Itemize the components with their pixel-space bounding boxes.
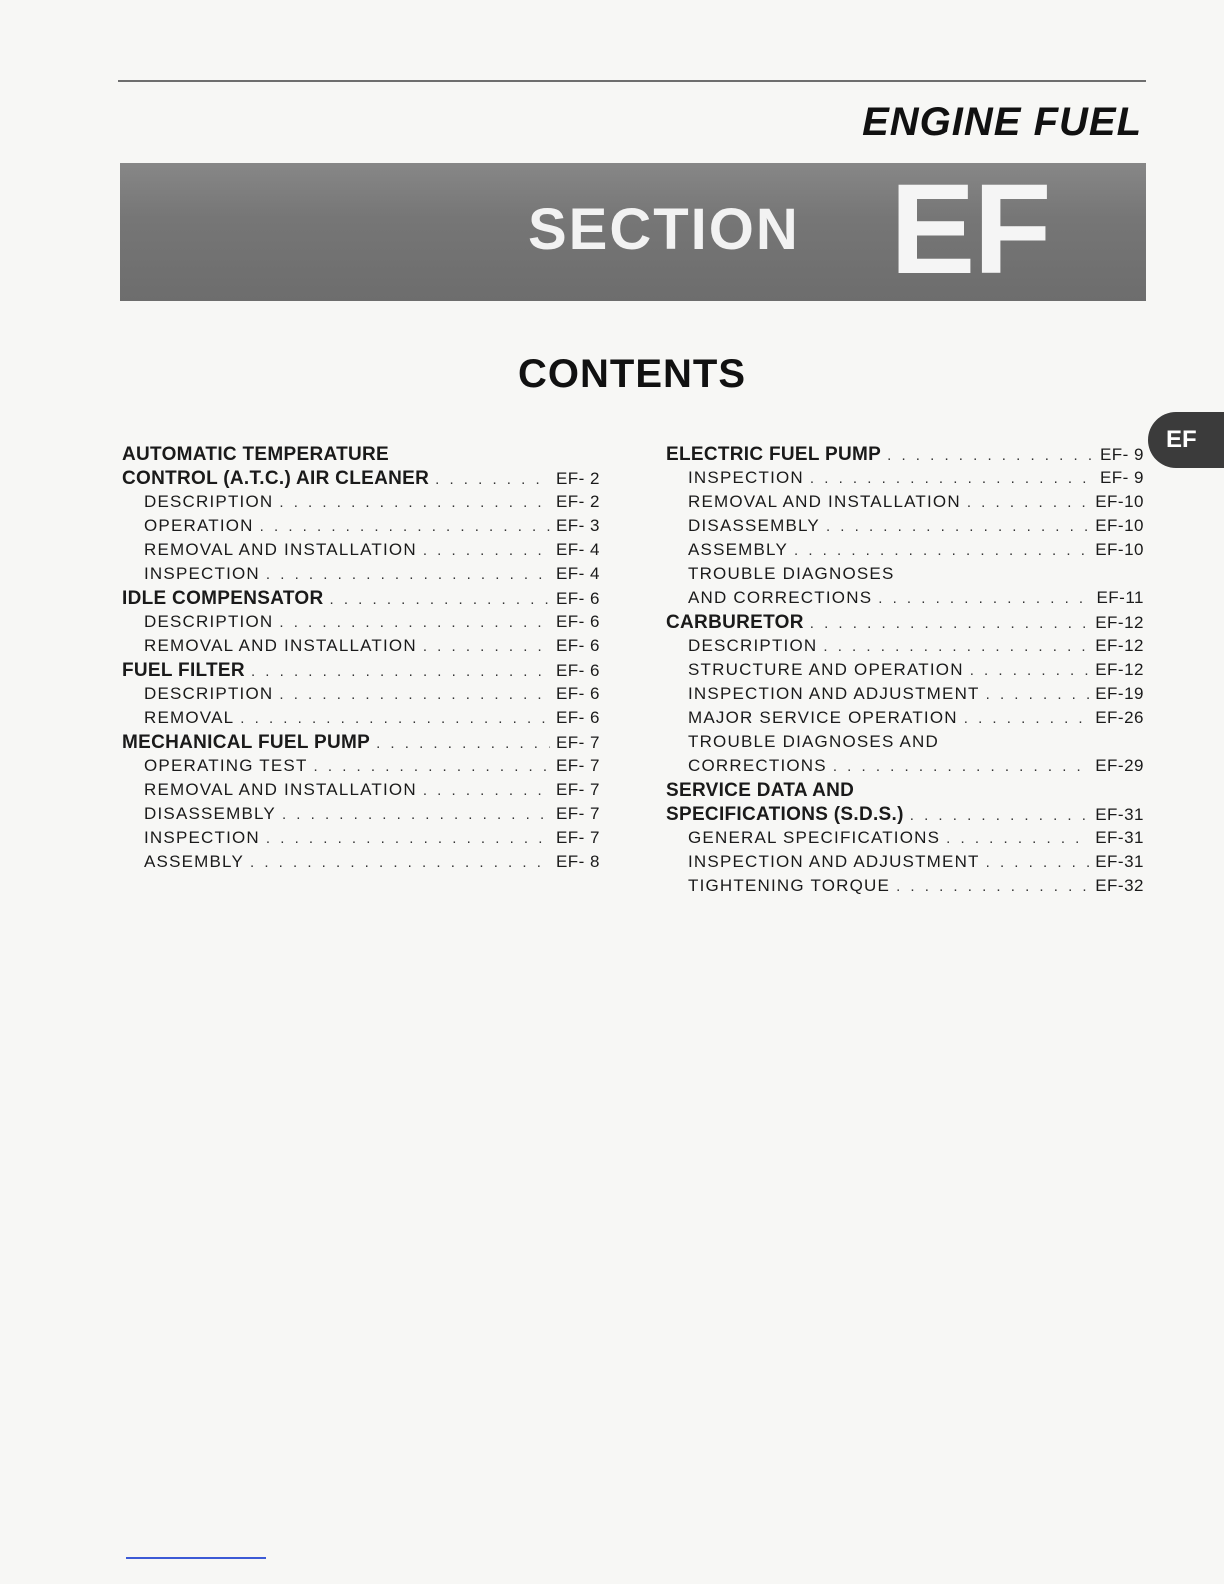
- toc-leader-dots: [251, 663, 550, 680]
- toc-entry: [122, 516, 600, 540]
- toc-leader-dots: [376, 735, 550, 752]
- toc-leader-dots: [266, 566, 550, 583]
- toc-entry-label: INSPECTION: [144, 564, 260, 583]
- toc-entry: [666, 804, 1144, 828]
- toc-entry: [122, 804, 600, 828]
- header-rule: [118, 80, 1146, 82]
- toc-entry-page: EF- 7: [555, 733, 600, 752]
- section-word: SECTION: [528, 197, 800, 262]
- toc-leader-dots: [279, 614, 550, 631]
- toc-entry: [122, 612, 600, 636]
- toc-leader-dots: [240, 710, 550, 727]
- toc-entry: [666, 660, 1144, 684]
- toc-entry-page: EF- 9: [1099, 445, 1144, 464]
- toc-entry: [666, 612, 1144, 636]
- toc-leader-dots: [330, 591, 550, 608]
- toc-entry: [666, 588, 1144, 612]
- toc-entry-page: EF-31: [1095, 805, 1144, 824]
- toc-entry: [666, 708, 1144, 732]
- toc-entry-label: CARBURETOR: [666, 612, 804, 633]
- toc-entry-label: DESCRIPTION: [144, 684, 274, 703]
- toc-entry: [122, 660, 600, 684]
- toc-entry-page: EF- 4: [555, 564, 600, 583]
- toc-entry: [666, 732, 1144, 756]
- toc-entry-label: FUEL FILTER: [122, 660, 245, 681]
- bottom-underline: [126, 1557, 266, 1559]
- toc-entry: [666, 828, 1144, 852]
- toc-entry-page: EF- 9: [1099, 468, 1144, 487]
- toc-entry-label: REMOVAL AND INSTALLATION: [144, 780, 417, 799]
- toc-entry-page: EF-10: [1095, 492, 1144, 511]
- toc-entry: [666, 564, 1144, 588]
- toc-leader-dots: [986, 854, 1090, 871]
- section-tab: [1148, 412, 1224, 468]
- toc-leader-dots: [826, 518, 1089, 535]
- toc-entry-page: EF- 7: [555, 756, 600, 775]
- toc-entry-page: EF-10: [1095, 540, 1144, 559]
- toc-leader-dots: [435, 471, 550, 488]
- toc-entry: [666, 468, 1144, 492]
- toc-entry-page: EF-11: [1096, 588, 1144, 607]
- toc-entry: [122, 588, 600, 612]
- toc-leader-dots: [423, 542, 550, 559]
- toc-entry: [122, 468, 600, 492]
- toc-entry: [666, 852, 1144, 876]
- toc-entry-label: INSPECTION: [688, 468, 804, 487]
- toc-leader-dots: [823, 638, 1089, 655]
- toc-entry: [666, 780, 1144, 804]
- toc-leader-dots: [887, 447, 1094, 464]
- contents-heading: CONTENTS: [518, 352, 746, 396]
- chapter-title: ENGINE FUEL: [862, 100, 1142, 144]
- toc-entry: [122, 756, 600, 780]
- toc-leader-dots: [279, 686, 550, 703]
- toc-entry-label: OPERATION: [144, 516, 254, 535]
- toc-entry-label: REMOVAL AND INSTALLATION: [144, 540, 417, 559]
- toc-entry-page: EF-26: [1095, 708, 1144, 727]
- toc-entry-page: EF-32: [1095, 876, 1144, 895]
- toc-entry-page: EF-12: [1095, 660, 1144, 679]
- toc-entry-label: ASSEMBLY: [144, 852, 244, 871]
- contents-column-right: [666, 444, 1144, 900]
- toc-entry-page: EF- 2: [555, 469, 600, 488]
- toc-leader-dots: [266, 830, 550, 847]
- toc-leader-dots: [810, 615, 1089, 632]
- toc-leader-dots: [964, 710, 1089, 727]
- section-code: EF: [890, 158, 1050, 301]
- toc-entry: [122, 684, 600, 708]
- toc-entry: [666, 756, 1144, 780]
- section-tab-label: EF: [1166, 426, 1197, 453]
- toc-entry-label: REMOVAL AND INSTALLATION: [144, 636, 417, 655]
- toc-entry-label: IDLE COMPENSATOR: [122, 588, 324, 609]
- toc-entry: [122, 492, 600, 516]
- toc-entry-page: EF- 7: [555, 780, 600, 799]
- toc-entry-label: CONTROL (A.T.C.) AIR CLEANER: [122, 468, 430, 489]
- toc-entry-page: EF-31: [1095, 828, 1144, 847]
- toc-entry-page: EF-19: [1095, 684, 1144, 703]
- toc-entry: [122, 828, 600, 852]
- contents-column-left: [122, 444, 600, 876]
- toc-entry: [666, 876, 1144, 900]
- toc-entry-page: EF- 7: [555, 804, 600, 823]
- toc-entry-page: EF- 2: [555, 492, 600, 511]
- toc-entry-label: SERVICE DATA AND: [666, 780, 855, 801]
- toc-leader-dots: [896, 878, 1089, 895]
- toc-entry-label: DISASSEMBLY: [144, 804, 276, 823]
- toc-entry-label: DESCRIPTION: [144, 612, 274, 631]
- toc-entry: [122, 444, 600, 468]
- toc-entry-label: OPERATING TEST: [144, 756, 308, 775]
- toc-entry-label: MECHANICAL FUEL PUMP: [122, 732, 371, 753]
- toc-entry-page: EF-12: [1095, 613, 1144, 632]
- toc-entry-page: EF- 7: [555, 828, 600, 847]
- toc-leader-dots: [878, 590, 1090, 607]
- toc-leader-dots: [833, 758, 1089, 775]
- toc-entry-label: GENERAL SPECIFICATIONS: [688, 828, 941, 847]
- toc-entry-label: ELECTRIC FUEL PUMP: [666, 444, 882, 465]
- toc-entry-label: TROUBLE DIAGNOSES: [688, 564, 895, 583]
- toc-entry-page: EF- 6: [555, 589, 600, 608]
- toc-entry-page: EF- 6: [555, 661, 600, 680]
- toc-entry: [122, 732, 600, 756]
- toc-leader-dots: [970, 662, 1090, 679]
- toc-entry-page: EF- 4: [555, 540, 600, 559]
- toc-entry-page: EF-29: [1095, 756, 1144, 775]
- toc-entry-page: EF- 6: [555, 636, 600, 655]
- toc-entry-page: EF- 6: [555, 684, 600, 703]
- toc-leader-dots: [423, 638, 550, 655]
- toc-entry-page: EF- 6: [555, 612, 600, 631]
- toc-entry-page: EF-10: [1095, 516, 1144, 535]
- toc-entry-label: SPECIFICATIONS (S.D.S.): [666, 804, 904, 825]
- toc-entry-page: EF- 8: [555, 852, 600, 871]
- toc-leader-dots: [260, 518, 550, 535]
- toc-entry-page: EF- 3: [555, 516, 600, 535]
- toc-entry: [122, 780, 600, 804]
- toc-entry-label: INSPECTION: [144, 828, 260, 847]
- toc-entry-label: REMOVAL: [144, 708, 235, 727]
- toc-leader-dots: [314, 758, 550, 775]
- toc-entry-label: REMOVAL AND INSTALLATION: [688, 492, 961, 511]
- toc-entry-label: INSPECTION AND ADJUSTMENT: [688, 684, 980, 703]
- toc-leader-dots: [986, 686, 1090, 703]
- toc-leader-dots: [910, 807, 1089, 824]
- toc-entry-label: AND CORRECTIONS: [688, 588, 873, 607]
- toc-entry-label: TIGHTENING TORQUE: [688, 876, 891, 895]
- toc-entry-page: EF- 6: [555, 708, 600, 727]
- toc-leader-dots: [946, 830, 1089, 847]
- toc-entry-label: DESCRIPTION: [688, 636, 818, 655]
- toc-entry-label: MAJOR SERVICE OPERATION: [688, 708, 958, 727]
- toc-entry-label: ASSEMBLY: [688, 540, 788, 559]
- toc-leader-dots: [282, 806, 550, 823]
- toc-leader-dots: [250, 854, 550, 871]
- toc-entry-label: CORRECTIONS: [688, 756, 827, 775]
- toc-entry-label: AUTOMATIC TEMPERATURE: [122, 444, 390, 465]
- toc-entry-label: INSPECTION AND ADJUSTMENT: [688, 852, 980, 871]
- toc-entry: [122, 564, 600, 588]
- toc-leader-dots: [967, 494, 1089, 511]
- toc-entry-label: TROUBLE DIAGNOSES AND: [688, 732, 939, 751]
- toc-entry: [122, 708, 600, 732]
- toc-entry: [666, 684, 1144, 708]
- toc-entry-page: EF-31: [1095, 852, 1144, 871]
- toc-entry: [666, 540, 1144, 564]
- toc-entry-label: DISASSEMBLY: [688, 516, 820, 535]
- toc-entry: [122, 636, 600, 660]
- toc-entry: [666, 444, 1144, 468]
- toc-entry: [666, 636, 1144, 660]
- toc-leader-dots: [423, 782, 550, 799]
- toc-entry-label: DESCRIPTION: [144, 492, 274, 511]
- toc-entry: [666, 516, 1144, 540]
- toc-leader-dots: [279, 494, 550, 511]
- toc-entry: [122, 852, 600, 876]
- toc-leader-dots: [794, 542, 1089, 559]
- toc-entry-label: STRUCTURE AND OPERATION: [688, 660, 964, 679]
- toc-leader-dots: [810, 470, 1094, 487]
- toc-entry: [666, 492, 1144, 516]
- toc-entry: [122, 540, 600, 564]
- toc-entry-page: EF-12: [1095, 636, 1144, 655]
